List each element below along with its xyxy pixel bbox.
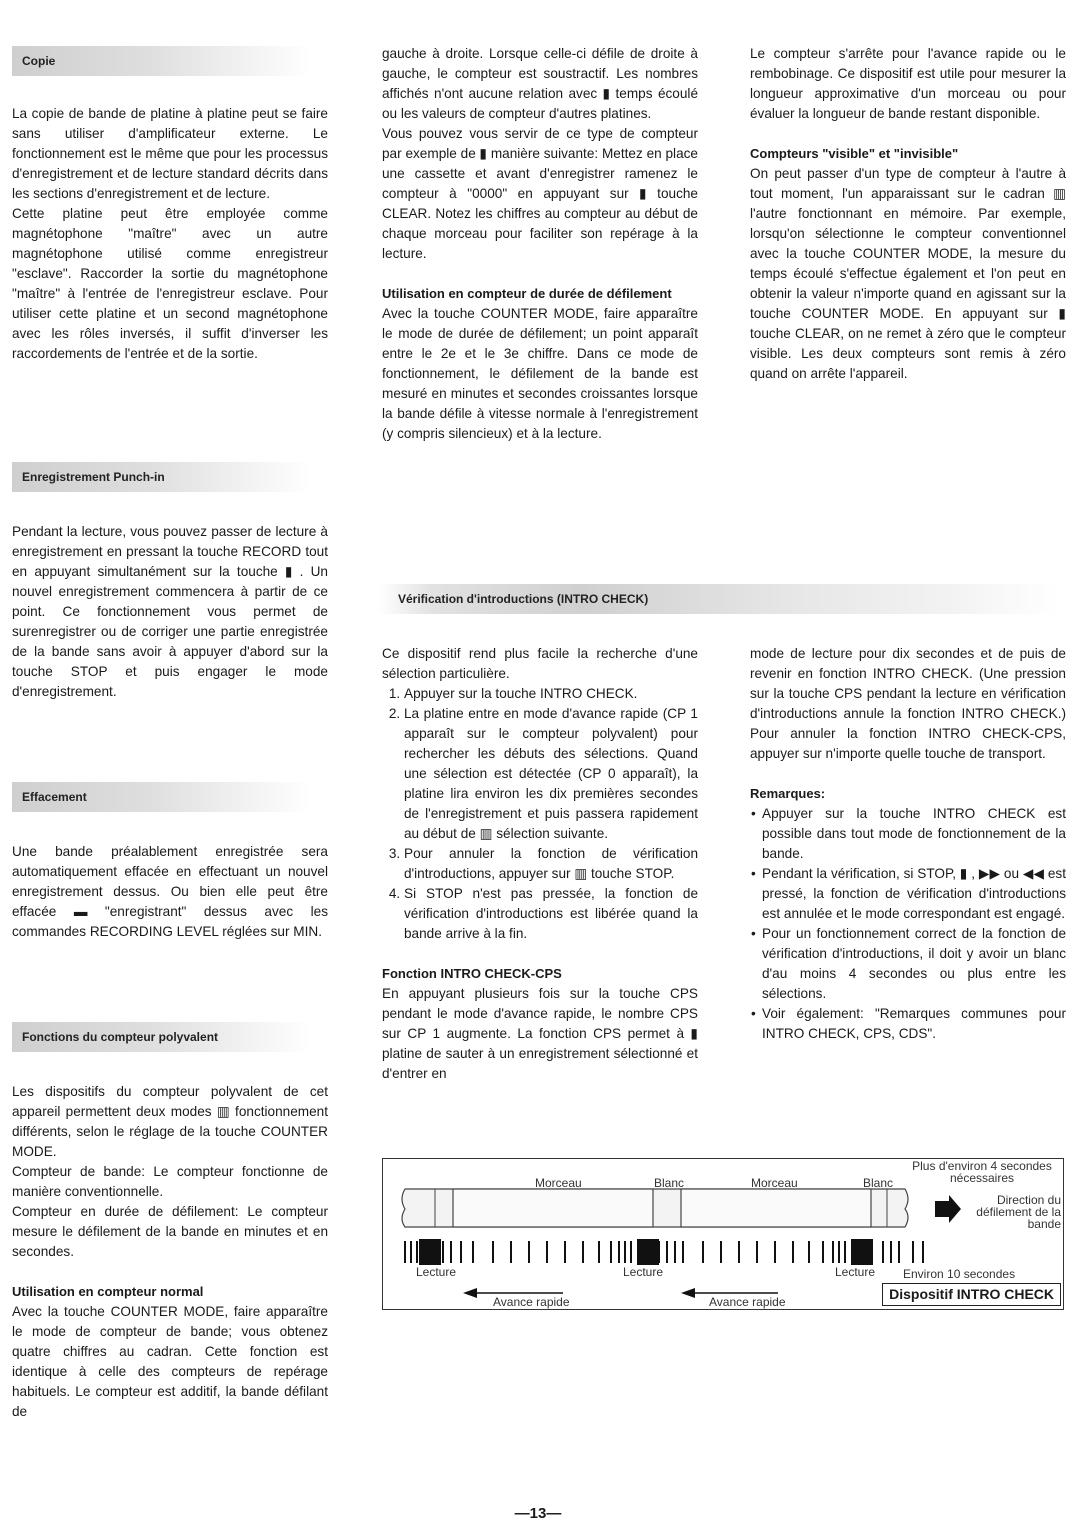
- paragraph: Avec la touche COUNTER MODE, faire apparaître le mode de compteur de bande; vous obtenez quatre chiffres au cadran. Cette fonction est identique à celle des compteurs de repérage habituels. Le compteur est additif, la bande défilant de: [12, 1304, 328, 1419]
- page-number: —13—: [514, 1505, 562, 1522]
- subheading: Utilisation en compteur de durée de défilement: [382, 286, 672, 301]
- paragraph: Pendant la lecture, vous pouvez passer de lecture à enregistrement en pressant la touche RECORD tout en appuyant simultanément sur la touche ▮ . Un nouvel enregistrement commencera à partir de ce point. Ce fonctionnement vous permet de surenregistrer ou de corriger une partie enregistrée de la bande sans avoir à appuyer d'abord sur la touche STOP et puis engager le mode d'enregistrement.: [12, 524, 328, 699]
- direction-arrow-icon: [935, 1195, 961, 1223]
- list-item: 3. Pour annuler la fonction de vérification d'introductions, appuyer sur ▥ touche STOP.: [404, 844, 698, 884]
- paragraph: Ce dispositif rend plus facile la recherche d'une sélection particulière.: [382, 646, 698, 681]
- label-lecture-1: Lecture: [416, 1265, 457, 1279]
- column-3-bottom: [750, 644, 1066, 1044]
- column-3-top: [750, 44, 1066, 384]
- label-direction: Direction du défilement de la bande: [976, 1193, 1061, 1231]
- paragraph: La copie de bande de platine à platine peut se faire sans utiliser d'amplificateur externe. Le fonctionnement est le même que pour les processus d'enregistrement et de lecture standard décrits dans les sections d'enregistrement et de lecture. Cette platine peut être employée comme magnétophone "maître" avec un autre magnétophone utilisé comme enregistreur "esclave". Raccorder la sortie du magnétophone "maître" à l'entrée de l'enregistreur esclave. Pour utiliser cette platine et un second magnétophone avec les rôles inversés, il suffit d'inverser les raccordements de l'entrée et de la sortie.: [12, 106, 328, 361]
- column-2-top: [382, 44, 698, 444]
- section-title: Effacement: [22, 790, 87, 804]
- section-header-effacement: [12, 782, 312, 812]
- subheading: Remarques:: [750, 786, 826, 801]
- label-morceau-1: Morceau: [535, 1176, 582, 1190]
- list-item: 2. La platine entre en mode d'avance rapide (CP 1 apparaît sur le compteur polyvalent) pour rechercher les débuts des sélections. Quand une sélection est détectée (CP 0 apparaît), la platine lira environ les dix premières secondes de l'enregistrement et puis passera rapidement au début de ▥ sélection suivante.: [404, 704, 698, 844]
- section-compteur-body: [12, 1082, 328, 1422]
- section-title: Fonctions du compteur polyvalent: [22, 1030, 219, 1044]
- label-environ: Environ 10 secondes: [903, 1267, 1016, 1281]
- paragraph: gauche à droite. Lorsque celle-ci défile de droite à gauche, le compteur est soustractif. Les nombres affichés n'ont aucune relation avec ▮ temps écoulé ou les valeurs de compteur d'autres platines. Vous pouvez vous servir de ce type de compteur par exemple de ▮ manière suivante: Mettez en place une cassette et avant d'enregistrer ramenez le compteur à "0000" en appuyant sur ▮ touche CLEAR. Notez les chiffres au compteur au début de chaque morceau pour faciliter son repérage à la lecture.: [382, 46, 698, 261]
- section-punch-in-body: [12, 522, 328, 702]
- paragraph: En appuyant plusieurs fois sur la touche CPS pendant le mode d'avance rapide, le nombre CPS sur CP 1 augmente. La fonction CPS permet à ▮ platine de sauter à un enregistrement sélectionné et d'entrer en: [382, 986, 698, 1081]
- subheading: Fonction INTRO CHECK-CPS: [382, 966, 562, 981]
- paragraph: Les dispositifs du compteur polyvalent de cet appareil permettent deux modes ▥ fonctionnement différents, selon le réglage de la touche COUNTER MODE. Compteur de bande: Le compteur fonctionne de manière conventionnelle. Compteur en durée de défilement: Le compteur mesure le défilement de la bande en minutes et en secondes.: [12, 1084, 328, 1259]
- paragraph: On peut passer d'un type de compteur à l'autre à tout moment, l'un apparaissant sur le cadran ▥ l'autre fonctionnant en mémoire. Par exemple, lorsqu'on sélectionne le compteur conventionnel avec la touche COUNTER MODE, la mesure du temps écoulé s'effectue également et l'on peut en obtenir la valeur n'importe quand en agissant sur la touche COUNTER MODE. En appuyant sur ▮ touche CLEAR, on ne remet à zéro que le compteur visible. Les deux compteurs sont remis à zéro quand on arrête l'appareil.: [750, 166, 1066, 381]
- paragraph: Le compteur s'arrête pour l'avance rapide ou le rembobinage. Ce dispositif est utile pour mesurer la longueur approximative d'un morceau ou pour évaluer la longueur de bande restant disponible.: [750, 46, 1066, 121]
- tape-song-segment-2: [681, 1189, 871, 1227]
- tape-song-segment-1: [453, 1189, 653, 1227]
- list-item: 4. Si STOP n'est pas pressée, la fonction de vérification d'introductions est libérée quand la bande arrive à la fin.: [404, 884, 698, 944]
- diagram-caption: Dispositif INTRO CHECK: [882, 1283, 1061, 1306]
- lecture-block: [419, 1239, 441, 1265]
- label-blanc-1: Blanc: [654, 1176, 685, 1190]
- list-item: • Pendant la vérification, si STOP, ▮ , ▶▶ ou ◀◀ est pressé, la fonction de vérification d'introductions est annulée et le mode correspondant est engagé.: [762, 864, 1066, 924]
- subheading: Utilisation en compteur normal: [12, 1284, 204, 1299]
- section-title: Vérification d'introductions (INTRO CHECK): [398, 592, 649, 606]
- column-2-bottom: [382, 644, 698, 1084]
- list-item: 1. Appuyer sur la touche INTRO CHECK.: [404, 684, 698, 704]
- label-lecture-2: Lecture: [623, 1265, 664, 1279]
- section-header-compteur: [12, 1022, 312, 1052]
- label-morceau-2: Morceau: [751, 1176, 798, 1190]
- list-item: • Pour un fonctionnement correct de la fonction de vérification d'introductions, il doit y avoir un blanc d'au moins 4 secondes ou plus entre les sélections.: [762, 924, 1066, 1004]
- section-header-punch-in: [12, 462, 312, 492]
- list-item: • Appuyer sur la touche INTRO CHECK est possible dans tout mode de fonctionnement de la bande.: [762, 804, 1066, 864]
- section-header-copie: [12, 46, 312, 76]
- section-title: Copie: [22, 54, 56, 68]
- remarks-list: [750, 804, 1066, 1044]
- label-lecture-3: Lecture: [835, 1265, 876, 1279]
- section-header-intro-check: [378, 584, 1058, 614]
- lecture-block: [851, 1239, 873, 1265]
- label-secondes: Plus d'environ 4 secondes nécessaires: [912, 1159, 1052, 1185]
- lecture-block: [637, 1239, 659, 1265]
- paragraph: mode de lecture pour dix secondes et de puis de revenir en fonction INTRO CHECK. (Une pression sur la touche CPS pendant la lecture en vérification d'introductions annule la fonction INTRO CHECK.) Pour annuler la fonction INTRO CHECK-CPS, appuyer sur n'importe quelle touche de transport.: [750, 646, 1066, 761]
- section-effacement-body: [12, 842, 328, 942]
- list-item: • Voir également: "Remarques communes pour INTRO CHECK, CPS, CDS".: [762, 1004, 1066, 1044]
- section-title: Enregistrement Punch-in: [22, 470, 165, 484]
- paragraph: Une bande préalablement enregistrée sera automatiquement effacée en effectuant un nouvel enregistrement dessus. Ou bien elle peut être effacée ▬ "enregistrant" dessus avec les commandes RECORDING LEVEL réglées sur MIN.: [12, 844, 328, 939]
- timeline-ticks: [405, 1241, 923, 1263]
- steps-list: [382, 684, 698, 944]
- label-avance-1: Avance rapide: [493, 1295, 570, 1309]
- label-blanc-2: Blanc: [863, 1176, 894, 1190]
- intro-check-diagram: [382, 1158, 1064, 1310]
- paragraph: Avec la touche COUNTER MODE, faire apparaître le mode de durée de défilement; un point apparaît entre le 2e et le 3e chiffre. Dans ce mode de fonctionnement, le défilement de la bande est mesuré en minutes et secondes croissantes lorsque la bande défile à vitesse normale à l'enregistrement (y compris silencieux) et à la lecture.: [382, 306, 698, 441]
- section-copie-body: [12, 104, 328, 364]
- label-avance-2: Avance rapide: [709, 1295, 786, 1309]
- subheading: Compteurs "visible" et "invisible": [750, 146, 959, 161]
